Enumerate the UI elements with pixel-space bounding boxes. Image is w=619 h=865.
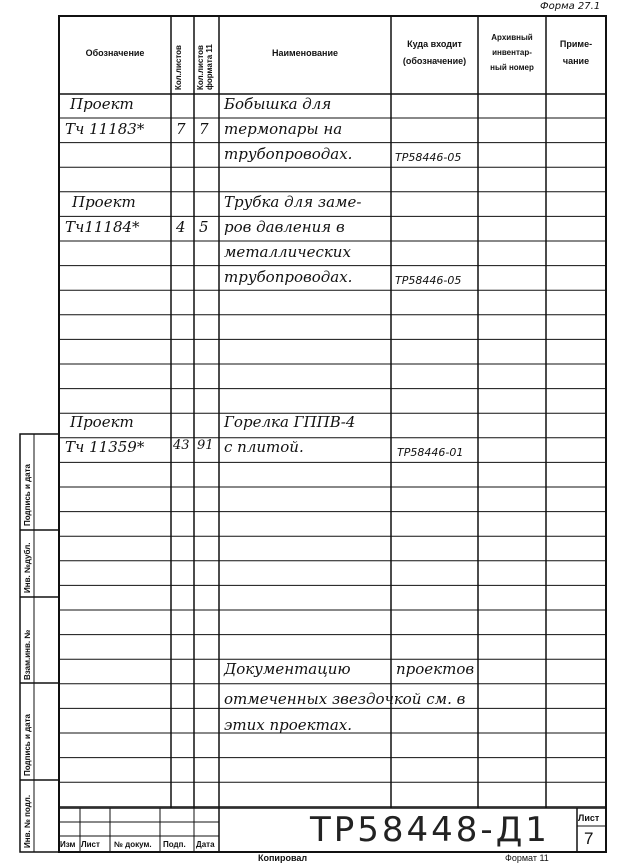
document-code: ТР58448-Д1 <box>310 810 550 850</box>
entry-2-format: 5 <box>199 218 209 236</box>
sheet-number: 7 <box>584 829 594 848</box>
footer-format: Формат 11 <box>505 853 549 863</box>
title-col-doc: № докум. <box>114 840 152 849</box>
note-line3: этих проектах. <box>224 716 353 734</box>
entry-1-designation-line2: Тч 11183* <box>65 120 145 138</box>
entry-1-where: ТР58446-05 <box>395 151 462 164</box>
entry-2-name-line2: ров давления в <box>224 218 345 236</box>
entry-2-designation-line2: Тч11184* <box>65 218 140 236</box>
side-label-inv-dubl: Инв. №дубл. <box>23 542 32 593</box>
side-label-signature-date-2: Подпись и дата <box>23 714 32 776</box>
title-col-list: Лист <box>81 840 100 849</box>
entry-3-count: 43 <box>173 438 190 453</box>
note-line1: Документацию <box>224 660 351 678</box>
entry-1-designation-line1: Проект <box>70 95 134 113</box>
entry-2-name-line3: металлических <box>224 243 351 261</box>
title-col-sign: Подп. <box>163 840 186 849</box>
note-line2: отмеченных звездочкой см. в <box>224 690 466 708</box>
entry-3-name-line1: Горелка ГППВ-4 <box>224 413 356 431</box>
title-col-date: Дата <box>196 840 215 849</box>
entry-3-format: 91 <box>197 438 214 453</box>
footer-copied: Копировал <box>258 853 308 863</box>
side-label-vzam-inv: Взам.инв. № <box>23 629 32 680</box>
side-label-inv-podl: Инв. № подл. <box>23 794 32 848</box>
header-note: Приме- чание <box>559 39 593 66</box>
entry-3-where: ТР58446-01 <box>397 446 464 459</box>
sheet-label: Лист <box>578 813 600 823</box>
entry-3-name-line2: с плитой. <box>224 438 304 456</box>
entry-1-format: 7 <box>199 120 209 138</box>
note-line1-end: проектов <box>396 660 475 678</box>
header-sheets-format: Кол.листов формата 11 <box>196 44 214 90</box>
entry-2-designation-line1: Проект <box>72 193 136 211</box>
entry-1-name-line2: термопары на <box>224 120 343 138</box>
entry-2-count: 4 <box>176 218 186 236</box>
entry-2-name-line4: трубопроводах. <box>224 268 353 286</box>
header-where-used: Куда входит (обозначение) <box>402 39 467 66</box>
form-label: Форма 27.1 <box>540 1 601 12</box>
side-label-signature-date: Подпись и дата <box>23 464 32 526</box>
entry-1-count: 7 <box>176 120 186 138</box>
entry-1-name-line3: трубопроводах. <box>224 145 353 163</box>
entry-1-name-line1: Бобышка для <box>224 95 332 113</box>
header-designation: Обозначение <box>85 48 145 58</box>
entry-2-where: ТР58446-05 <box>395 274 462 287</box>
entry-2-name-line1: Трубка для заме- <box>224 193 362 211</box>
header-archive: Архивный инвентар- ный номер <box>490 33 534 72</box>
title-col-izm: Изм <box>60 840 76 849</box>
header-name: Наименование <box>271 48 339 58</box>
header-sheets-count: Кол.листов <box>174 45 183 90</box>
entry-3-designation-line2: Тч 11359* <box>65 438 145 456</box>
entry-3-designation-line1: Проект <box>70 413 134 431</box>
